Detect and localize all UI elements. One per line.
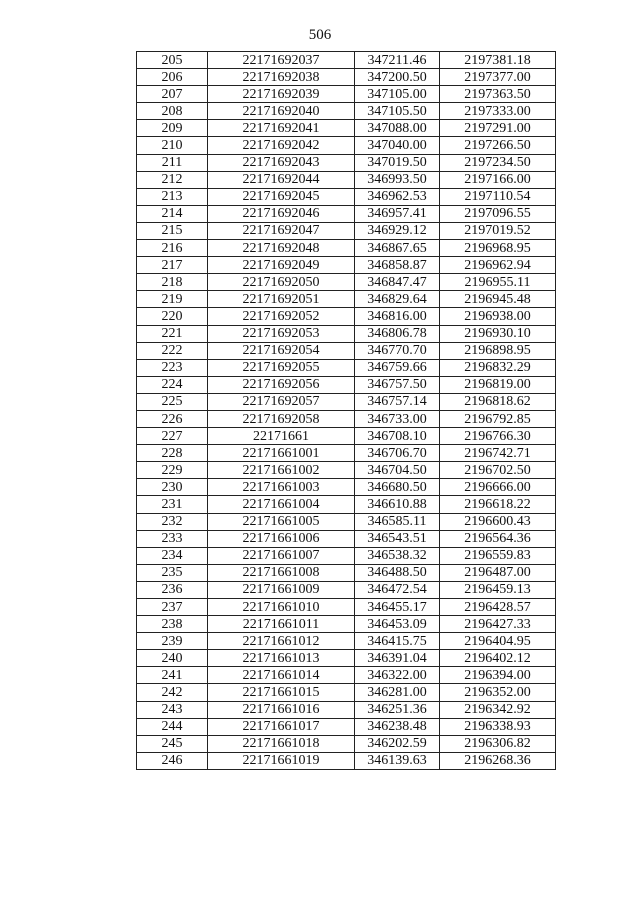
x-coordinate-cell: 347105.00 bbox=[355, 86, 440, 103]
table-row bbox=[137, 462, 556, 479]
row-index-cell: 207 bbox=[137, 86, 208, 103]
point-id-cell: 22171661005 bbox=[208, 513, 355, 530]
point-id-cell: 22171692044 bbox=[208, 171, 355, 188]
x-coordinate-cell: 347200.50 bbox=[355, 69, 440, 86]
y-coordinate-cell: 2196338.93 bbox=[440, 718, 556, 735]
y-coordinate-cell: 2196306.82 bbox=[440, 735, 556, 752]
row-index-cell: 236 bbox=[137, 581, 208, 598]
point-id-cell: 22171661007 bbox=[208, 547, 355, 564]
point-id-cell: 22171661 bbox=[208, 428, 355, 445]
y-coordinate-cell: 2196938.00 bbox=[440, 308, 556, 325]
table-row bbox=[137, 547, 556, 564]
row-index-cell: 244 bbox=[137, 718, 208, 735]
y-coordinate-cell: 2197266.50 bbox=[440, 137, 556, 154]
x-coordinate-cell: 346829.64 bbox=[355, 291, 440, 308]
x-coordinate-cell: 346238.48 bbox=[355, 718, 440, 735]
table-row bbox=[137, 120, 556, 137]
table-row bbox=[137, 564, 556, 581]
table-row bbox=[137, 701, 556, 718]
table-row bbox=[137, 616, 556, 633]
point-id-cell: 22171692050 bbox=[208, 274, 355, 291]
point-id-cell: 22171661013 bbox=[208, 650, 355, 667]
row-index-cell: 221 bbox=[137, 325, 208, 342]
row-index-cell: 228 bbox=[137, 445, 208, 462]
x-coordinate-cell: 346962.53 bbox=[355, 188, 440, 205]
x-coordinate-cell: 346472.54 bbox=[355, 581, 440, 598]
y-coordinate-cell: 2197333.00 bbox=[440, 103, 556, 120]
y-coordinate-cell: 2197234.50 bbox=[440, 154, 556, 171]
point-id-cell: 22171661001 bbox=[208, 445, 355, 462]
point-id-cell: 22171661014 bbox=[208, 667, 355, 684]
x-coordinate-cell: 346993.50 bbox=[355, 171, 440, 188]
x-coordinate-cell: 347019.50 bbox=[355, 154, 440, 171]
y-coordinate-cell: 2197363.50 bbox=[440, 86, 556, 103]
y-coordinate-cell: 2197166.00 bbox=[440, 171, 556, 188]
point-id-cell: 22171692042 bbox=[208, 137, 355, 154]
table-row bbox=[137, 359, 556, 376]
point-id-cell: 22171692052 bbox=[208, 308, 355, 325]
row-index-cell: 243 bbox=[137, 701, 208, 718]
y-coordinate-cell: 2197381.18 bbox=[440, 52, 556, 69]
row-index-cell: 238 bbox=[137, 616, 208, 633]
y-coordinate-cell: 2196742.71 bbox=[440, 445, 556, 462]
table-row bbox=[137, 171, 556, 188]
row-index-cell: 215 bbox=[137, 222, 208, 239]
table-row bbox=[137, 479, 556, 496]
x-coordinate-cell: 346322.00 bbox=[355, 667, 440, 684]
table-row bbox=[137, 650, 556, 667]
x-coordinate-cell: 346858.87 bbox=[355, 257, 440, 274]
table-row bbox=[137, 581, 556, 598]
row-index-cell: 246 bbox=[137, 752, 208, 769]
row-index-cell: 216 bbox=[137, 240, 208, 257]
point-id-cell: 22171661011 bbox=[208, 616, 355, 633]
row-index-cell: 226 bbox=[137, 410, 208, 427]
x-coordinate-cell: 346585.11 bbox=[355, 513, 440, 530]
table-row bbox=[137, 222, 556, 239]
row-index-cell: 212 bbox=[137, 171, 208, 188]
x-coordinate-cell: 346757.50 bbox=[355, 376, 440, 393]
x-coordinate-cell: 347088.00 bbox=[355, 120, 440, 137]
row-index-cell: 220 bbox=[137, 308, 208, 325]
x-coordinate-cell: 346847.47 bbox=[355, 274, 440, 291]
y-coordinate-cell: 2196394.00 bbox=[440, 667, 556, 684]
point-id-cell: 22171692043 bbox=[208, 154, 355, 171]
table-row bbox=[137, 52, 556, 69]
y-coordinate-cell: 2196268.36 bbox=[440, 752, 556, 769]
row-index-cell: 241 bbox=[137, 667, 208, 684]
y-coordinate-cell: 2197377.00 bbox=[440, 69, 556, 86]
table-row bbox=[137, 530, 556, 547]
table-row bbox=[137, 718, 556, 735]
point-id-cell: 22171661010 bbox=[208, 599, 355, 616]
x-coordinate-cell: 346202.59 bbox=[355, 735, 440, 752]
point-id-cell: 22171661009 bbox=[208, 581, 355, 598]
y-coordinate-cell: 2196962.94 bbox=[440, 257, 556, 274]
x-coordinate-cell: 346708.10 bbox=[355, 428, 440, 445]
y-coordinate-cell: 2196832.29 bbox=[440, 359, 556, 376]
point-id-cell: 22171692046 bbox=[208, 205, 355, 222]
table-row bbox=[137, 103, 556, 120]
row-index-cell: 213 bbox=[137, 188, 208, 205]
x-coordinate-cell: 346770.70 bbox=[355, 342, 440, 359]
page-number: 506 bbox=[308, 27, 332, 43]
point-id-cell: 22171661012 bbox=[208, 633, 355, 650]
table-row bbox=[137, 667, 556, 684]
table-body bbox=[137, 52, 556, 770]
x-coordinate-cell: 346757.14 bbox=[355, 393, 440, 410]
table-row bbox=[137, 240, 556, 257]
row-index-cell: 209 bbox=[137, 120, 208, 137]
row-index-cell: 222 bbox=[137, 342, 208, 359]
x-coordinate-cell: 346759.66 bbox=[355, 359, 440, 376]
point-id-cell: 22171661002 bbox=[208, 462, 355, 479]
table-row bbox=[137, 69, 556, 86]
table-row bbox=[137, 376, 556, 393]
row-index-cell: 206 bbox=[137, 69, 208, 86]
x-coordinate-cell: 346806.78 bbox=[355, 325, 440, 342]
y-coordinate-cell: 2196930.10 bbox=[440, 325, 556, 342]
y-coordinate-cell: 2196819.00 bbox=[440, 376, 556, 393]
y-coordinate-cell: 2196945.48 bbox=[440, 291, 556, 308]
table-row bbox=[137, 513, 556, 530]
point-id-cell: 22171692041 bbox=[208, 120, 355, 137]
table-row bbox=[137, 291, 556, 308]
point-id-cell: 22171692048 bbox=[208, 240, 355, 257]
y-coordinate-cell: 2196766.30 bbox=[440, 428, 556, 445]
point-id-cell: 22171692056 bbox=[208, 376, 355, 393]
x-coordinate-cell: 346281.00 bbox=[355, 684, 440, 701]
table-row bbox=[137, 410, 556, 427]
x-coordinate-cell: 347211.46 bbox=[355, 52, 440, 69]
point-id-cell: 22171661003 bbox=[208, 479, 355, 496]
y-coordinate-cell: 2197291.00 bbox=[440, 120, 556, 137]
table-row bbox=[137, 599, 556, 616]
x-coordinate-cell: 346538.32 bbox=[355, 547, 440, 564]
x-coordinate-cell: 346733.00 bbox=[355, 410, 440, 427]
y-coordinate-cell: 2196487.00 bbox=[440, 564, 556, 581]
point-id-cell: 22171692038 bbox=[208, 69, 355, 86]
y-coordinate-cell: 2196342.92 bbox=[440, 701, 556, 718]
y-coordinate-cell: 2196352.00 bbox=[440, 684, 556, 701]
point-id-cell: 22171692055 bbox=[208, 359, 355, 376]
point-id-cell: 22171692037 bbox=[208, 52, 355, 69]
y-coordinate-cell: 2197096.55 bbox=[440, 205, 556, 222]
point-id-cell: 22171692040 bbox=[208, 103, 355, 120]
point-id-cell: 22171692049 bbox=[208, 257, 355, 274]
row-index-cell: 237 bbox=[137, 599, 208, 616]
table-row bbox=[137, 735, 556, 752]
x-coordinate-cell: 346680.50 bbox=[355, 479, 440, 496]
point-id-cell: 22171661004 bbox=[208, 496, 355, 513]
row-index-cell: 210 bbox=[137, 137, 208, 154]
table-row bbox=[137, 86, 556, 103]
table-row bbox=[137, 393, 556, 410]
x-coordinate-cell: 346610.88 bbox=[355, 496, 440, 513]
x-coordinate-cell: 346251.36 bbox=[355, 701, 440, 718]
y-coordinate-cell: 2196428.57 bbox=[440, 599, 556, 616]
y-coordinate-cell: 2196818.62 bbox=[440, 393, 556, 410]
x-coordinate-cell: 346867.65 bbox=[355, 240, 440, 257]
row-index-cell: 229 bbox=[137, 462, 208, 479]
row-index-cell: 214 bbox=[137, 205, 208, 222]
row-index-cell: 224 bbox=[137, 376, 208, 393]
y-coordinate-cell: 2196402.12 bbox=[440, 650, 556, 667]
x-coordinate-cell: 346453.09 bbox=[355, 616, 440, 633]
row-index-cell: 225 bbox=[137, 393, 208, 410]
y-coordinate-cell: 2196427.33 bbox=[440, 616, 556, 633]
point-id-cell: 22171661018 bbox=[208, 735, 355, 752]
x-coordinate-cell: 346816.00 bbox=[355, 308, 440, 325]
point-id-cell: 22171692045 bbox=[208, 188, 355, 205]
row-index-cell: 240 bbox=[137, 650, 208, 667]
y-coordinate-cell: 2196792.85 bbox=[440, 410, 556, 427]
table-row bbox=[137, 428, 556, 445]
y-coordinate-cell: 2196955.11 bbox=[440, 274, 556, 291]
x-coordinate-cell: 346391.04 bbox=[355, 650, 440, 667]
y-coordinate-cell: 2196404.95 bbox=[440, 633, 556, 650]
point-id-cell: 22171661017 bbox=[208, 718, 355, 735]
y-coordinate-cell: 2196600.43 bbox=[440, 513, 556, 530]
point-id-cell: 22171692051 bbox=[208, 291, 355, 308]
point-id-cell: 22171692057 bbox=[208, 393, 355, 410]
x-coordinate-cell: 346706.70 bbox=[355, 445, 440, 462]
table-row bbox=[137, 684, 556, 701]
point-id-cell: 22171661008 bbox=[208, 564, 355, 581]
y-coordinate-cell: 2196702.50 bbox=[440, 462, 556, 479]
x-coordinate-cell: 346543.51 bbox=[355, 530, 440, 547]
x-coordinate-cell: 347105.50 bbox=[355, 103, 440, 120]
point-id-cell: 22171661015 bbox=[208, 684, 355, 701]
row-index-cell: 235 bbox=[137, 564, 208, 581]
y-coordinate-cell: 2197110.54 bbox=[440, 188, 556, 205]
point-id-cell: 22171661019 bbox=[208, 752, 355, 769]
row-index-cell: 218 bbox=[137, 274, 208, 291]
x-coordinate-cell: 346139.63 bbox=[355, 752, 440, 769]
y-coordinate-cell: 2196898.95 bbox=[440, 342, 556, 359]
table-row bbox=[137, 445, 556, 462]
y-coordinate-cell: 2196666.00 bbox=[440, 479, 556, 496]
y-coordinate-cell: 2196459.13 bbox=[440, 581, 556, 598]
y-coordinate-cell: 2196968.95 bbox=[440, 240, 556, 257]
x-coordinate-cell: 347040.00 bbox=[355, 137, 440, 154]
x-coordinate-cell: 346488.50 bbox=[355, 564, 440, 581]
row-index-cell: 205 bbox=[137, 52, 208, 69]
y-coordinate-cell: 2197019.52 bbox=[440, 222, 556, 239]
point-id-cell: 22171692058 bbox=[208, 410, 355, 427]
point-id-cell: 22171692039 bbox=[208, 86, 355, 103]
y-coordinate-cell: 2196559.83 bbox=[440, 547, 556, 564]
row-index-cell: 233 bbox=[137, 530, 208, 547]
x-coordinate-cell: 346957.41 bbox=[355, 205, 440, 222]
row-index-cell: 223 bbox=[137, 359, 208, 376]
row-index-cell: 208 bbox=[137, 103, 208, 120]
table-row bbox=[137, 137, 556, 154]
row-index-cell: 231 bbox=[137, 496, 208, 513]
x-coordinate-cell: 346415.75 bbox=[355, 633, 440, 650]
row-index-cell: 217 bbox=[137, 257, 208, 274]
table-row bbox=[137, 752, 556, 769]
row-index-cell: 230 bbox=[137, 479, 208, 496]
y-coordinate-cell: 2196564.36 bbox=[440, 530, 556, 547]
row-index-cell: 242 bbox=[137, 684, 208, 701]
x-coordinate-cell: 346455.17 bbox=[355, 599, 440, 616]
table-row bbox=[137, 496, 556, 513]
y-coordinate-cell: 2196618.22 bbox=[440, 496, 556, 513]
table-row bbox=[137, 308, 556, 325]
table-row bbox=[137, 154, 556, 171]
x-coordinate-cell: 346704.50 bbox=[355, 462, 440, 479]
table-row bbox=[137, 633, 556, 650]
point-id-cell: 22171692053 bbox=[208, 325, 355, 342]
point-id-cell: 22171661016 bbox=[208, 701, 355, 718]
table-row bbox=[137, 342, 556, 359]
table-row bbox=[137, 325, 556, 342]
row-index-cell: 234 bbox=[137, 547, 208, 564]
row-index-cell: 239 bbox=[137, 633, 208, 650]
coordinates-table bbox=[136, 51, 556, 770]
table-row bbox=[137, 257, 556, 274]
table-row bbox=[137, 274, 556, 291]
table-row bbox=[137, 188, 556, 205]
table-row bbox=[137, 205, 556, 222]
row-index-cell: 211 bbox=[137, 154, 208, 171]
x-coordinate-cell: 346929.12 bbox=[355, 222, 440, 239]
point-id-cell: 22171661006 bbox=[208, 530, 355, 547]
row-index-cell: 227 bbox=[137, 428, 208, 445]
point-id-cell: 22171692047 bbox=[208, 222, 355, 239]
row-index-cell: 245 bbox=[137, 735, 208, 752]
row-index-cell: 232 bbox=[137, 513, 208, 530]
point-id-cell: 22171692054 bbox=[208, 342, 355, 359]
row-index-cell: 219 bbox=[137, 291, 208, 308]
